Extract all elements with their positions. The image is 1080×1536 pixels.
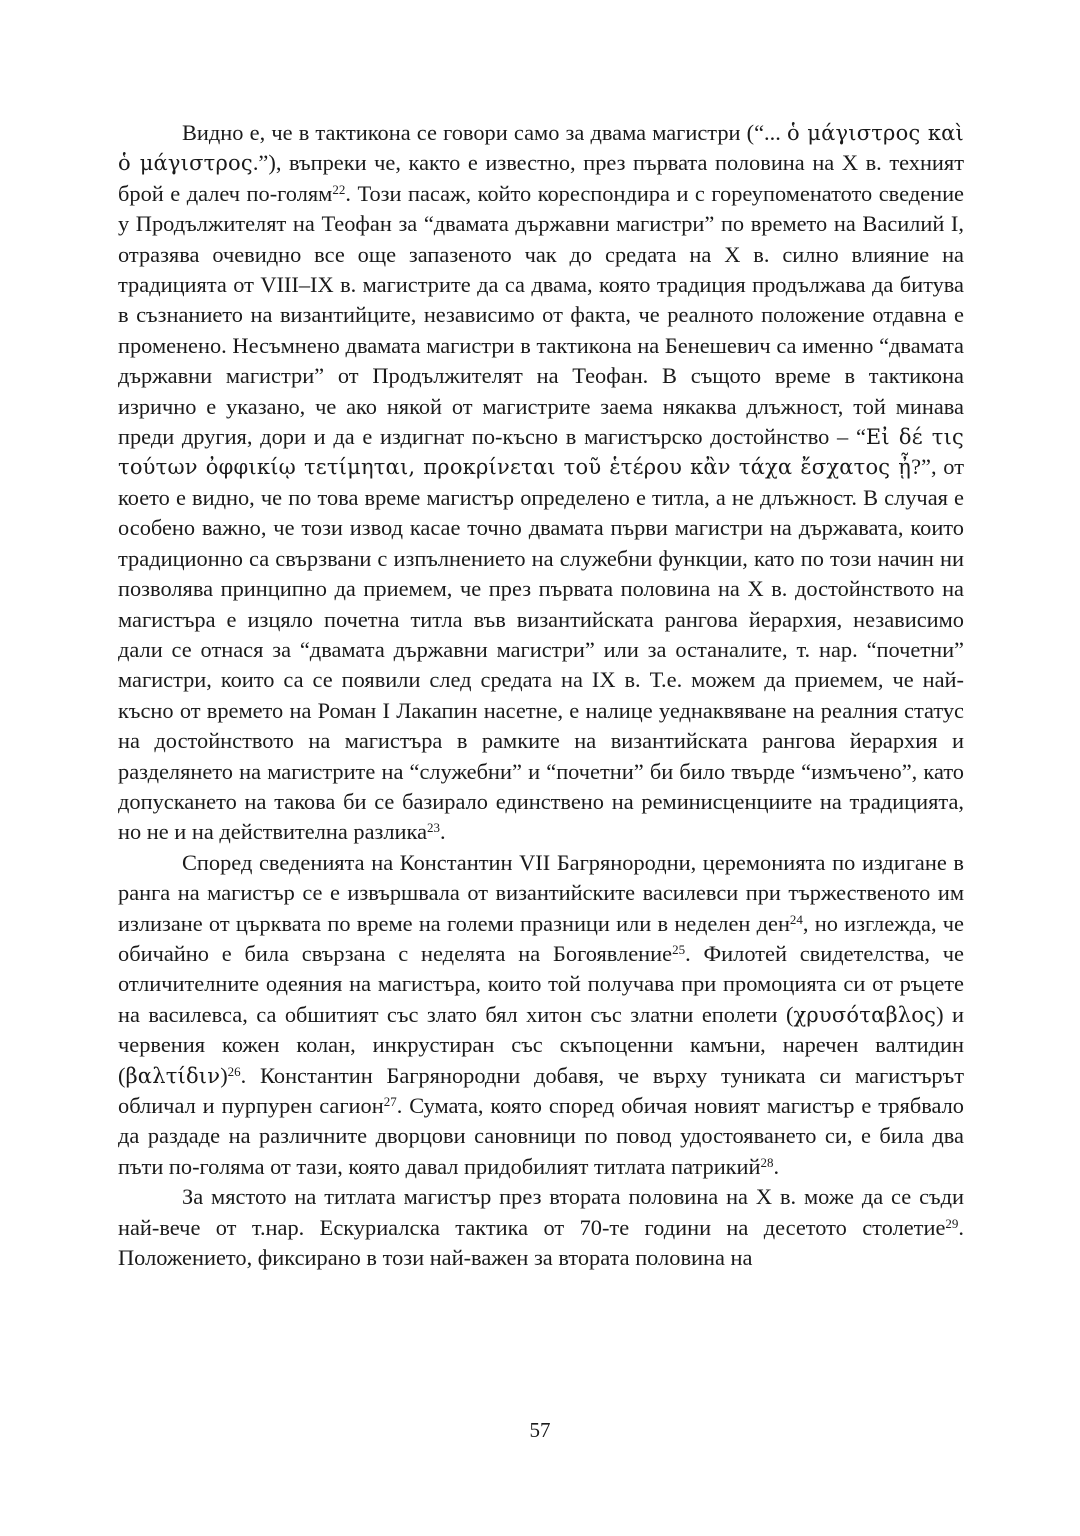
text-run: . [773, 1153, 780, 1179]
text-run: Според сведенията на Константин VII Багрянородни, церемонията по издигане в ранга на магистър се е извършвала от византийските василевси при тържественото им излизане от църквата по време на големи празници или в неделен ден [118, 849, 964, 936]
paragraph [118, 1182, 964, 1273]
text-run: . Сумата, която според обичая новият магистър е трябвало да раздаде на различните дворцови сановници по повод удостояването си, е била два пъти по-голяма от тази, която давал придобилият титлата патрикий [118, 1093, 964, 1179]
page-number: 57 [529, 1418, 551, 1442]
text-run: , но изглежда, че обичайно е била свързана с неделята на Богоявление [118, 910, 964, 966]
text-run: . Положението, фиксирано в този най-важен за втората половина на [118, 1214, 964, 1271]
footnote-ref: 24 [789, 911, 803, 927]
text-body [118, 118, 964, 1273]
text-run: ?”, от което е видно, че по това време магистър определено е титла, а не длъжност. В случая е особено важно, че този извод касае точно двамата първи магистри на държавата, които традиционно са свързвани с изпълнението на служебни функции, като по този начин ни позволява принципно да приемем, че през първата половина на X в. достойнството на магистъра е изцяло почетна титла във византийската рангова йерархия, независимо дали се отнася за “двамата държавни магистри” или за останалите, т. нар. “почетни” магистри, които са се появили след средата на IX в. Т.е. можем да приемем, че най-късно от времето на Роман I Лакапин насетне, е налице уеднаквяване на реалния статус на достойнството на магистъра в рамките на византийската рангова йерархия и разделянето на магистрите на “служебни” и “почетни” би било твърде “измъчено”, като допускането на такова би се базирало единствено на реминисценциите на традицията, но не и на действителна разлика [118, 454, 964, 845]
footnote-ref: 27 [383, 1093, 397, 1109]
footnote-ref: 22 [332, 181, 346, 197]
footnote-ref: 28 [760, 1154, 774, 1170]
page-body [118, 118, 964, 1273]
text-run: . Този пасаж, който кореспондира и с гореупоменатото сведение у Продължителят на Теофан за “двамата държавни магистри” по времето на Василий I, отразява очевидно все още запазеното чак до средата на X в. силно влияние на традицията от VIII–IX в. магистрите да са двама, която традиция продължава да битува в съзнанието на византийците, независимо от факта, че реалното положение отдавна е променено. Несъмнено двамата магистри в тактикона на Бенешевич са именно “двамата държавни магистри” от Продължителят на Теофан. В същото време в тактикона изрично е указано, че ако някой от магистрите заема някаква длъжност, той минава преди другия, дори и да е издигнат по-късно в магистърско достойнство – “ [118, 180, 964, 450]
footnote-ref: 25 [672, 941, 686, 957]
greek-quote: ὁ μάγιστρος καὶ ὁ μάγιστρος [118, 121, 964, 176]
text-run: ) [220, 1062, 228, 1088]
footnote-ref: 26 [227, 1063, 241, 1079]
text-run: . Филотей свидетелства, че отличителните одеяния на магистъра, които той получава при промоцията си от ръцете на василевса, са обшитият със злато бял хитон със златни еполети ( [118, 940, 964, 1027]
footnote-ref: 29 [945, 1215, 959, 1231]
greek-quote: βαλτίδιν [125, 1063, 221, 1088]
text-run: . Константин Багрянородни добавя, че върху туниката си магистърът обличал и пурпурен сагион [118, 1062, 964, 1118]
footnote-ref: 23 [427, 820, 441, 836]
greek-quote: Εἰ δέ τις τούτων ὀφφικίῳ τετίμηται, προκρίνεται τοῦ ἑτέρου κἂν τάχα ἔσχατος ᾖ [118, 425, 964, 480]
text-run: .”), въпреки че, както е известно, през първата половина на X в. техният брой е далеч по-голям [118, 150, 964, 206]
text-run: За мястото на титлата магистър през втората половина на X в. може да се съди най-вече от т.нар. Ескуриалска тактика от 70-те години на десетото столетие [118, 1184, 964, 1240]
paragraph [118, 118, 964, 848]
text-run: ) и червения кожен колан, инкрустиран със скъпоценни камъни, наречен валтидин ( [118, 1001, 964, 1088]
text-run: Видно е, че в тактикона се говори само за двама магистри (“... [182, 120, 788, 145]
paragraph [118, 848, 964, 1182]
text-run: . [440, 819, 446, 845]
greek-quote: χρυσόταβλος [793, 1002, 937, 1027]
